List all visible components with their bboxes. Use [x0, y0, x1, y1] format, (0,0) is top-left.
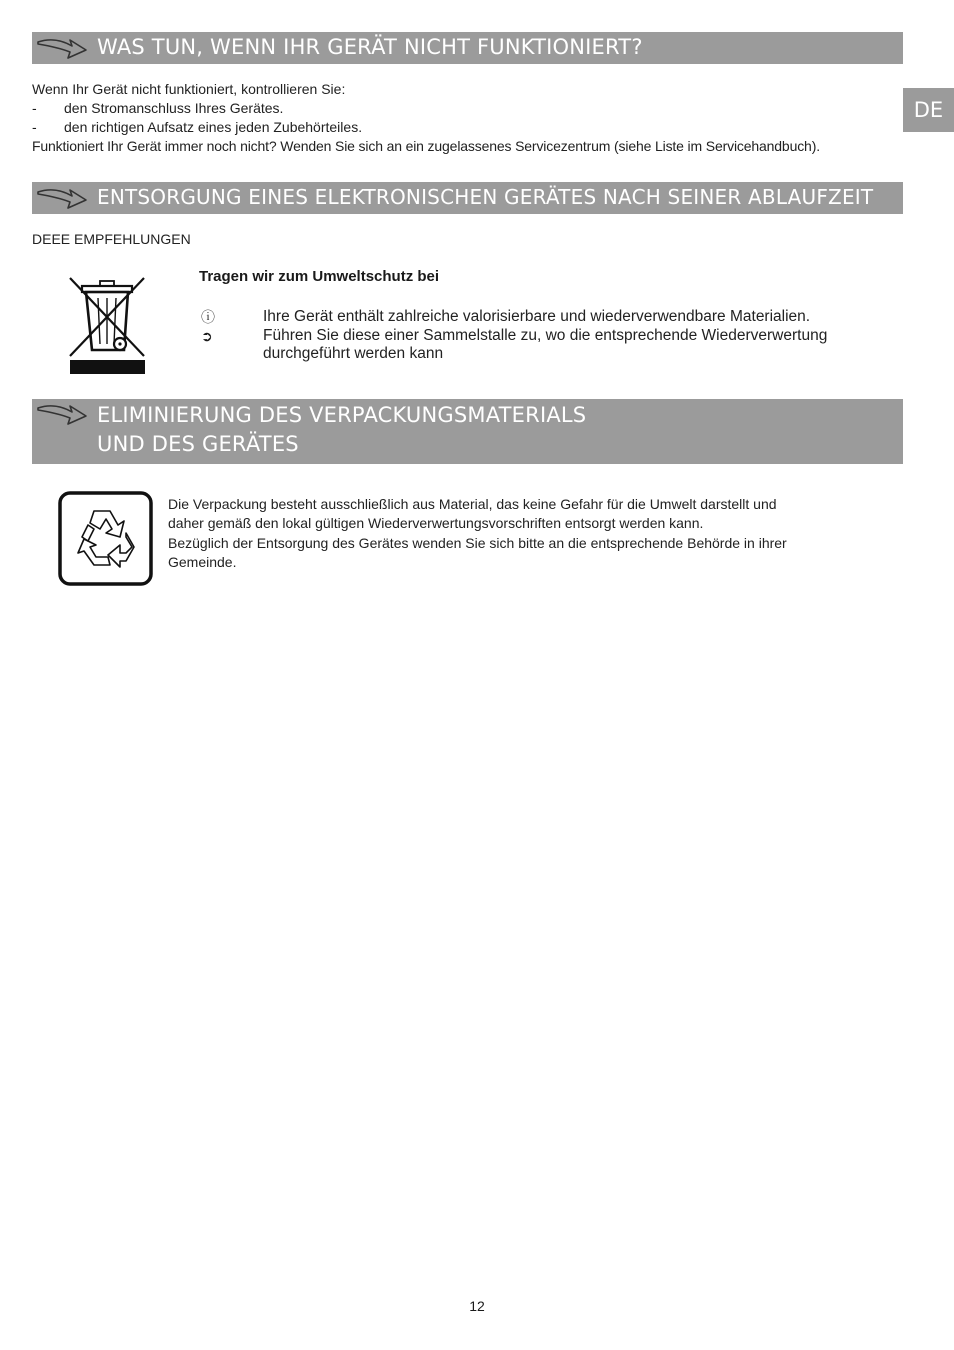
packaging-text-line: Die Verpackung besteht ausschließlich aus Material, das keine Gefahr für die Umwelt darstellt und [168, 496, 777, 512]
section-title-line1: ELIMINIERUNG DES VERPACKUNGSMATERIALS [97, 403, 587, 427]
disposal-bold-heading: Tragen wir zum Umweltschutz bei [199, 268, 440, 285]
section-header-packaging [32, 399, 903, 464]
packaging-text-line: daher gemäß den lokal gültigen Wiederverwertungsvorschriften entsorgt werden kann. [168, 515, 704, 531]
language-tab: DE [903, 88, 954, 132]
list-item-continuation: durchgeführt werden kann [263, 345, 444, 362]
weee-crossed-bin-icon [64, 272, 150, 376]
packaging-text-line: Gemeinde. [168, 554, 237, 570]
arrow-icon [36, 186, 88, 212]
section-header-disposal [32, 182, 903, 214]
bullet-marker: - [32, 119, 37, 135]
arrow-bullet-icon: ➲ [201, 328, 213, 344]
section-title-line2: UND DES GERÄTES [97, 432, 299, 456]
list-item: den Stromanschluss Ihres Gerätes. [64, 100, 284, 116]
section-title: ENTSORGUNG EINES ELEKTRONISCHEN GERÄTES NACH SEINER ABLAUFZEIT [97, 185, 874, 209]
list-item: Ihre Gerät enthält zahlreiche valorisierbare und wiederverwendbare Materialien. [263, 308, 811, 325]
list-item: Führen Sie diese einer Sammelstalle zu, wo die entsprechende Wiederverwertung [263, 327, 828, 344]
recycle-icon [58, 491, 153, 586]
outro-text: Funktioniert Ihr Gerät immer noch nicht? Wenden Sie sich an ein zugelassenes Servicezentrum (siehe Liste im Servicehandbuch). [32, 138, 820, 154]
arrow-icon [36, 402, 88, 428]
section-title: WAS TUN, WENN IHR GERÄT NICHT FUNKTIONIERT? [97, 35, 643, 59]
info-icon: ⓘ [201, 309, 215, 325]
packaging-text-line: Bezüglich der Entsorgung des Gerätes wenden Sie sich bitte an die entsprechende Behörde in ihrer [168, 535, 787, 551]
intro-text: Wenn Ihr Gerät nicht funktioniert, kontrollieren Sie: [32, 81, 346, 97]
section-header-troubleshooting [32, 32, 903, 64]
arrow-icon [36, 36, 88, 62]
list-item: den richtigen Aufsatz eines jeden Zubehörteiles. [64, 119, 363, 135]
deee-subheading: DEEE EMPFEHLUNGEN [32, 231, 191, 247]
page-number: 12 [469, 1298, 485, 1314]
bullet-marker: - [32, 100, 37, 116]
